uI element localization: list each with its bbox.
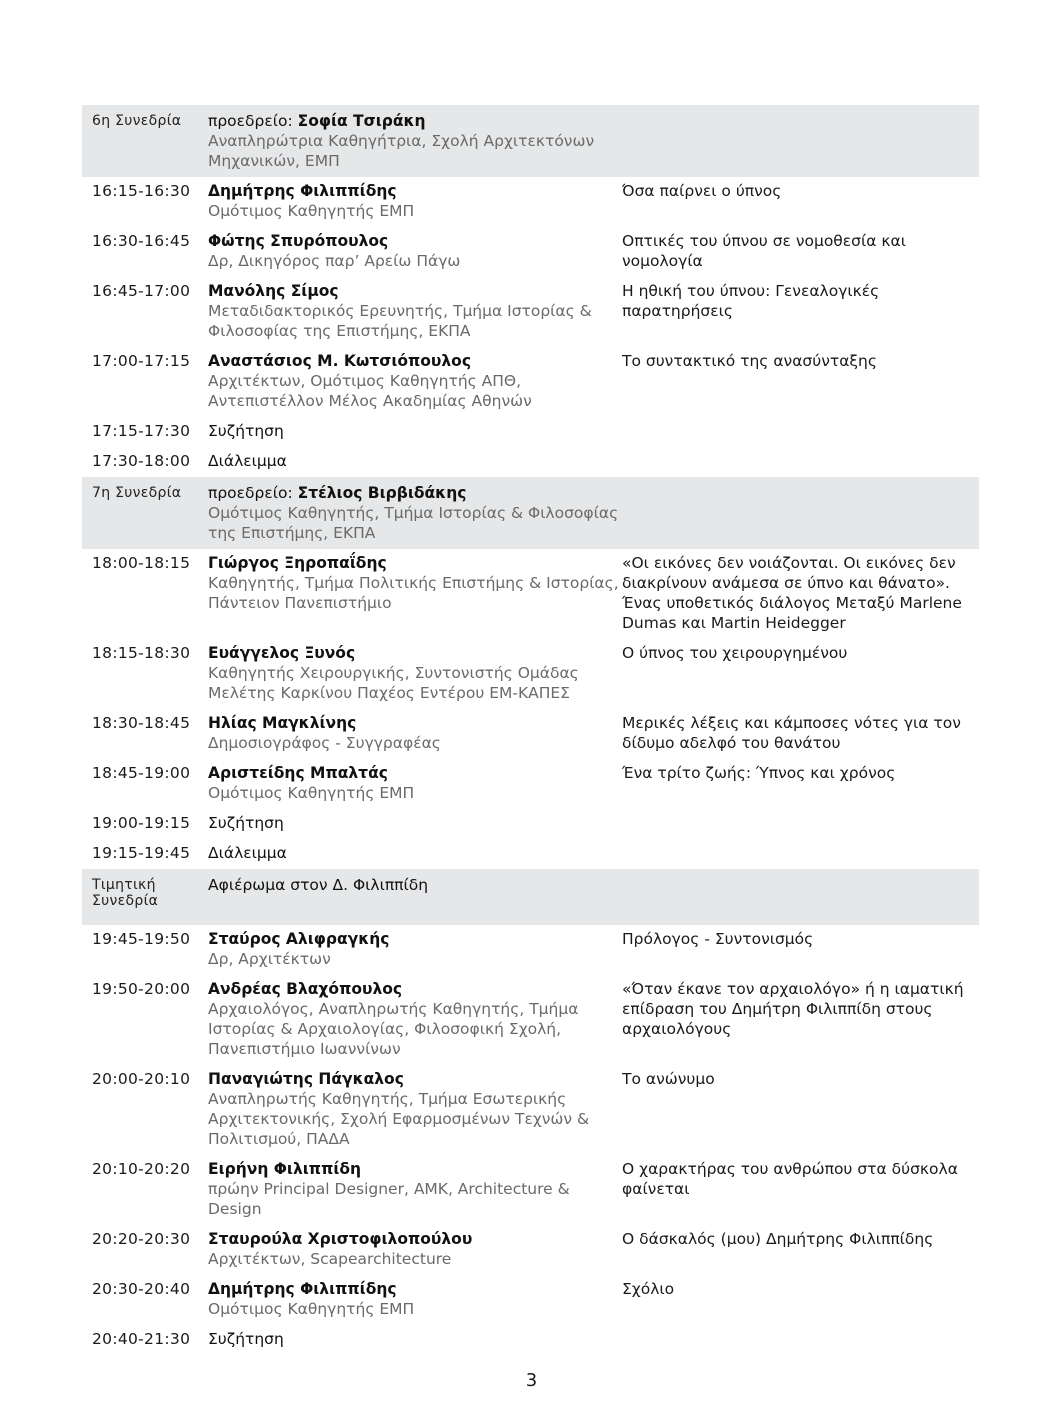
session-label: 6η Συνεδρία [92, 113, 182, 129]
speaker-affiliation: Δρ, Αρχιτέκτων [208, 950, 331, 968]
talk-time: 20:30-20:40 [92, 1280, 191, 1298]
table-row [82, 925, 979, 975]
speaker [208, 1229, 622, 1269]
chair-prefix: προεδρείο: [208, 484, 298, 502]
table-row [82, 1275, 979, 1325]
table-row [82, 809, 979, 839]
speaker [208, 979, 622, 1059]
talk-time: 19:00-19:15 [92, 814, 191, 832]
speaker-name: Αναστάσιος Μ. Κωτσιόπουλος [208, 352, 472, 370]
speaker-affiliation: Καθηγητής, Τμήμα Πολιτικής Επιστήμης & Ιστορίας, Πάντειον Πανεπιστήμιο [208, 574, 619, 612]
speaker [208, 281, 622, 341]
speaker-name: Δημήτρης Φιλιππίδης [208, 182, 397, 200]
speaker [208, 713, 622, 753]
session-header [82, 869, 979, 925]
talk-title: «Οι εικόνες δεν νοιάζονται. Οι εικόνες δεν διακρίνουν ανάμεσα σε ύπνο και θάνατο». Ένας υποθετικός διάλογος Μεταξύ Marlene Dumas και Martin Heidegger [622, 554, 962, 632]
table-row [82, 447, 979, 477]
speaker-affiliation: Αρχιτέκτων, Scapearchitecture [208, 1250, 452, 1268]
talk-time: 16:30-16:45 [92, 232, 191, 250]
talk-time: 17:15-17:30 [92, 422, 191, 440]
table-row [82, 1155, 979, 1225]
schedule-item: Διάλειμμα [208, 844, 287, 862]
session-label: 7η Συνεδρία [92, 485, 182, 501]
talk-title: Σχόλιο [622, 1280, 675, 1298]
speaker-affiliation: Αναπληρωτής Καθηγητής, Τμήμα Εσωτερικής Αρχιτεκτονικής, Σχολή Εφαρμοσμένων Τεχνών & Πολιτισμού, ΠΑΔΑ [208, 1090, 590, 1148]
speaker-name: Ανδρέας Βλαχόπουλος [208, 980, 403, 998]
speaker-name: Γιώργος Ξηροπαΐδης [208, 554, 387, 572]
speaker-name: Σταύρος Αλιφραγκής [208, 930, 390, 948]
talk-time: 20:20-20:30 [92, 1230, 191, 1248]
talk-title: Η ηθική του ύπνου: Γενεαλογικές παρατηρήσεις [622, 282, 880, 320]
session-label: Τιμητική Συνεδρία [92, 877, 159, 909]
session-title: Αφιέρωμα στον Δ. Φιλιππίδη [208, 876, 429, 894]
talk-time: 19:15-19:45 [92, 844, 191, 862]
speaker-affiliation: Ομότιμος Καθηγητής ΕΜΠ [208, 202, 415, 220]
talk-time: 18:15-18:30 [92, 644, 191, 662]
chair-affiliation: Ομότιμος Καθηγητής, Τμήμα Ιστορίας & Φιλοσοφίας της Επιστήμης, ΕΚΠΑ [208, 504, 619, 542]
speaker [208, 553, 622, 633]
talk-title: Μερικές λέξεις και κάμποσες νότες για τον δίδυμο αδελφό του θανάτου [622, 714, 961, 752]
talk-title: Ο χαρακτήρας του ανθρώπου στα δύσκολα φαίνεται [622, 1160, 958, 1198]
talk-title: Το συντακτικό της ανασύνταξης [622, 352, 877, 370]
table-row [82, 839, 979, 869]
table-row [82, 1325, 979, 1355]
speaker [208, 181, 622, 221]
talk-title: Ο δάσκαλός (μου) Δημήτρης Φιλιππίδης [622, 1230, 934, 1248]
table-row [82, 639, 979, 709]
page-number: 3 [525, 1370, 538, 1391]
talk-time: 18:45-19:00 [92, 764, 191, 782]
talk-time: 20:40-21:30 [92, 1330, 191, 1348]
talk-time: 17:30-18:00 [92, 452, 191, 470]
schedule-item: Διάλειμμα [208, 452, 287, 470]
speaker-name: Ειρήνη Φιλιππίδη [208, 1160, 362, 1178]
speaker-name: Μανόλης Σίμος [208, 282, 339, 300]
talk-time: 19:45-19:50 [92, 930, 191, 948]
speaker-name: Δημήτρης Φιλιππίδης [208, 1280, 397, 1298]
speaker-name: Φώτης Σπυρόπουλος [208, 232, 389, 250]
table-row [82, 417, 979, 447]
table-row [82, 975, 979, 1065]
talk-title: Πρόλογος - Συντονισμός [622, 930, 814, 948]
talk-title: Το ανώνυμο [622, 1070, 715, 1088]
chair-prefix: προεδρείο: [208, 112, 298, 130]
speaker [208, 929, 622, 969]
speaker-name: Σταυρούλα Χριστοφιλοπούλου [208, 1230, 473, 1248]
speaker-affiliation: Αρχαιολόγος, Αναπληρωτής Καθηγητής, Τμήμα Ιστορίας & Αρχαιολογίας, Φιλοσοφική Σχολή, Πανεπιστήμιο Ιωαννίνων [208, 1000, 579, 1058]
speaker-affiliation: Ομότιμος Καθηγητής ΕΜΠ [208, 1300, 415, 1318]
speaker-name: Αριστείδης Μπαλτάς [208, 764, 388, 782]
speaker-name: Ηλίας Μαγκλίνης [208, 714, 357, 732]
speaker [208, 351, 622, 411]
table-row [82, 1225, 979, 1275]
talk-title: Οπτικές του ύπνου σε νομοθεσία και νομολογία [622, 232, 906, 270]
talk-time: 16:45-17:00 [92, 282, 191, 300]
table-row [82, 709, 979, 759]
talk-time: 17:00-17:15 [92, 352, 191, 370]
speaker-affiliation: Καθηγητής Χειρουργικής, Συντονιστής Ομάδας Μελέτης Καρκίνου Παχέος Εντέρου ΕΜ-ΚΑΠΕΣ [208, 664, 579, 702]
table-row [82, 177, 979, 227]
talk-time: 18:30-18:45 [92, 714, 191, 732]
speaker-affiliation: Μεταδιδακτορικός Ερευνητής, Τμήμα Ιστορίας & Φιλοσοφίας της Επιστήμης, ΕΚΠΑ [208, 302, 592, 340]
speaker-affiliation: Δημοσιογράφος - Συγγραφέας [208, 734, 441, 752]
chair-name: Σοφία Τσιράκη [297, 112, 426, 130]
table-row [82, 227, 979, 277]
table-row [82, 347, 979, 417]
session-header [82, 105, 979, 177]
talk-time: 16:15-16:30 [92, 182, 191, 200]
talk-time: 20:00-20:10 [92, 1070, 191, 1088]
schedule-item: Συζήτηση [208, 422, 284, 440]
speaker [208, 1279, 622, 1319]
speaker-affiliation: Ομότιμος Καθηγητής ΕΜΠ [208, 784, 415, 802]
session-chair [208, 483, 622, 543]
table-row [82, 277, 979, 347]
talk-title: Ο ύπνος του χειρουργημένου [622, 644, 848, 662]
speaker-affiliation: Αρχιτέκτων, Ομότιμος Καθηγητής ΑΠΘ, Αντεπιστέλλον Μέλος Ακαδημίας Αθηνών [208, 372, 532, 410]
speaker-name: Ευάγγελος Ξυνός [208, 644, 356, 662]
schedule-item: Συζήτηση [208, 814, 284, 832]
speaker-name: Παναγιώτης Πάγκαλος [208, 1070, 404, 1088]
talk-time: 19:50-20:00 [92, 980, 191, 998]
talk-title: «Όταν έκανε τον αρχαιολόγο» ή η ιαματική επίδραση του Δημήτρη Φιλιππίδη στους αρχαιολόγους [622, 980, 964, 1038]
talk-time: 20:10-20:20 [92, 1160, 191, 1178]
talk-title: Ένα τρίτο ζωής: Ύπνος και χρόνος [622, 764, 896, 782]
table-row [82, 549, 979, 639]
table-row [82, 759, 979, 809]
chair-name: Στέλιος Βιρβιδάκης [297, 484, 467, 502]
speaker [208, 231, 622, 271]
chair-affiliation: Αναπληρώτρια Καθηγήτρια, Σχολή Αρχιτεκτόνων Μηχανικών, ΕΜΠ [208, 132, 595, 170]
speaker-affiliation: πρώην Principal Designer, AMK, Architecture & Design [208, 1180, 570, 1218]
talk-time: 18:00-18:15 [92, 554, 191, 572]
session-chair [208, 111, 622, 171]
speaker [208, 1159, 622, 1219]
talk-title: Όσα παίρνει ο ύπνος [622, 182, 782, 200]
schedule-item: Συζήτηση [208, 1330, 284, 1348]
table-row [82, 1065, 979, 1155]
speaker-affiliation: Δρ, Δικηγόρος παρ’ Αρείω Πάγω [208, 252, 461, 270]
speaker [208, 763, 622, 803]
speaker [208, 1069, 622, 1149]
speaker [208, 643, 622, 703]
program-table [82, 105, 979, 1355]
session-header [82, 477, 979, 549]
